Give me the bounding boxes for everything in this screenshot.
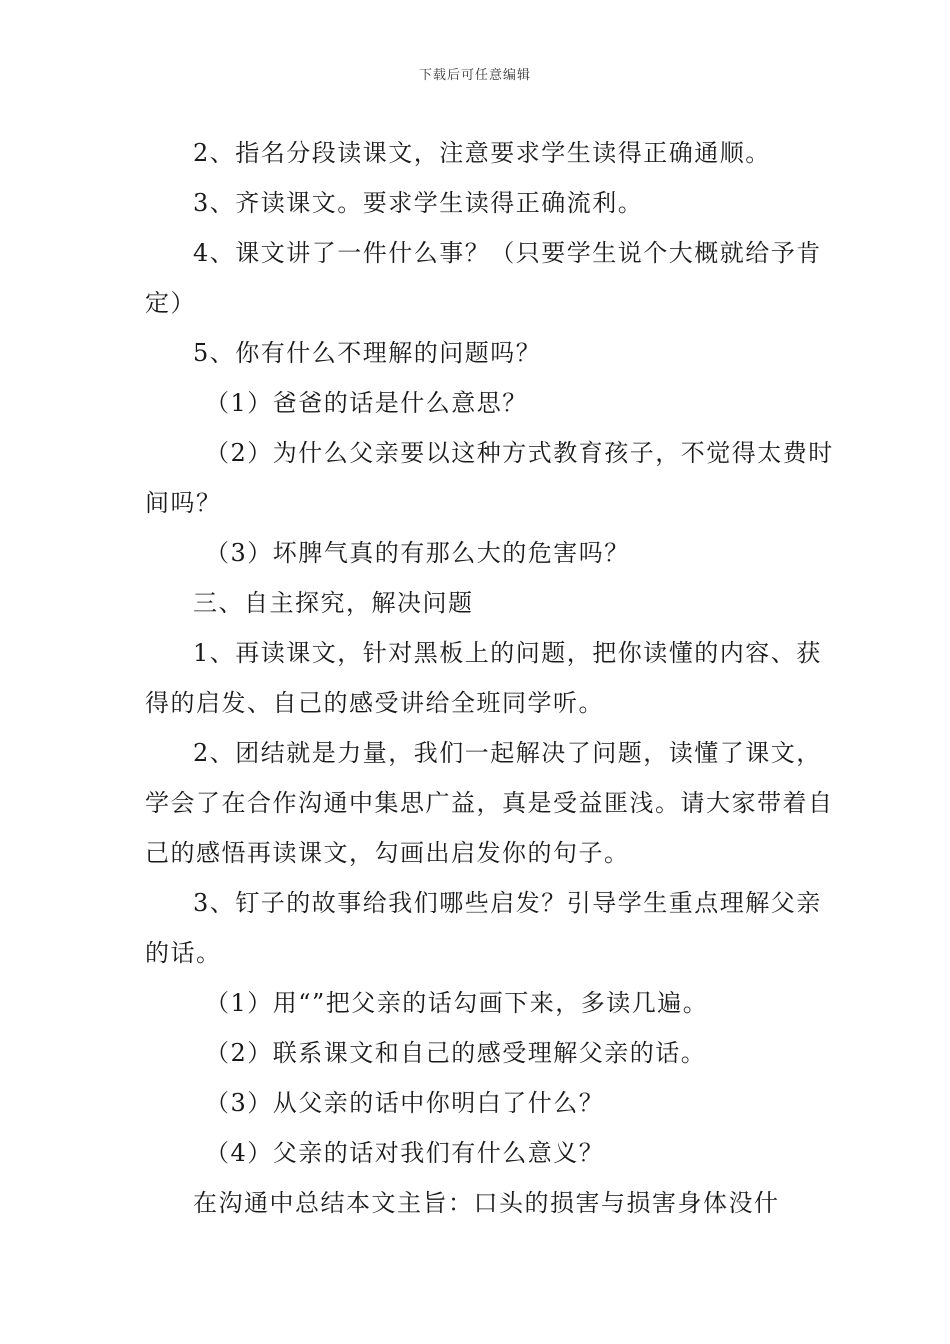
page-header: 下载后可任意编辑 <box>418 68 531 83</box>
paragraph: 5、你有什么不理解的问题吗？ <box>193 339 542 367</box>
paragraph: 在沟通中总结本文主旨：口头的损害与损害身体没什 <box>193 1189 780 1217</box>
paragraph: （2）联系课文和自己的感受理解父亲的话。 <box>205 1039 707 1067</box>
paragraph: 2、团结就是力量，我们一起解决了问题，读懂了课文，学会了在合作沟通中集思广益，真是受益匪浅。请大家带着自己的感悟再读课文，勾画出启发你的句子。 <box>145 739 834 867</box>
paragraph: （3）从父亲的话中你明白了什么？ <box>205 1089 605 1117</box>
section-heading: 三、自主探究，解决问题 <box>193 589 474 617</box>
paragraph: 4、课文讲了一件什么事？（只要学生说个大概就给予肯定） <box>145 239 822 317</box>
paragraph: （1）用“”把父亲的话勾画下来，多读几遍。 <box>205 989 709 1017</box>
document-body <box>145 128 835 1228</box>
paragraph: （4）父亲的话对我们有什么意义？ <box>205 1139 605 1167</box>
paragraph: 3、齐读课文。要求学生读得正确流利。 <box>193 189 644 217</box>
paragraph: （2）为什么父亲要以这种方式教育孩子，不觉得太费时间吗？ <box>145 439 834 517</box>
paragraph: 1、再读课文，针对黑板上的问题，把你读懂的内容、获得的启发、自己的感受讲给全班同学听。 <box>145 639 822 717</box>
paragraph: （3）坏脾气真的有那么大的危害吗？ <box>205 539 630 567</box>
paragraph: 2、指名分段读课文，注意要求学生读得正确通顺。 <box>193 139 771 167</box>
paragraph: （1）爸爸的话是什么意思？ <box>205 389 528 417</box>
paragraph: 3、钉子的故事给我们哪些启发？引导学生重点理解父亲的话。 <box>145 889 822 967</box>
